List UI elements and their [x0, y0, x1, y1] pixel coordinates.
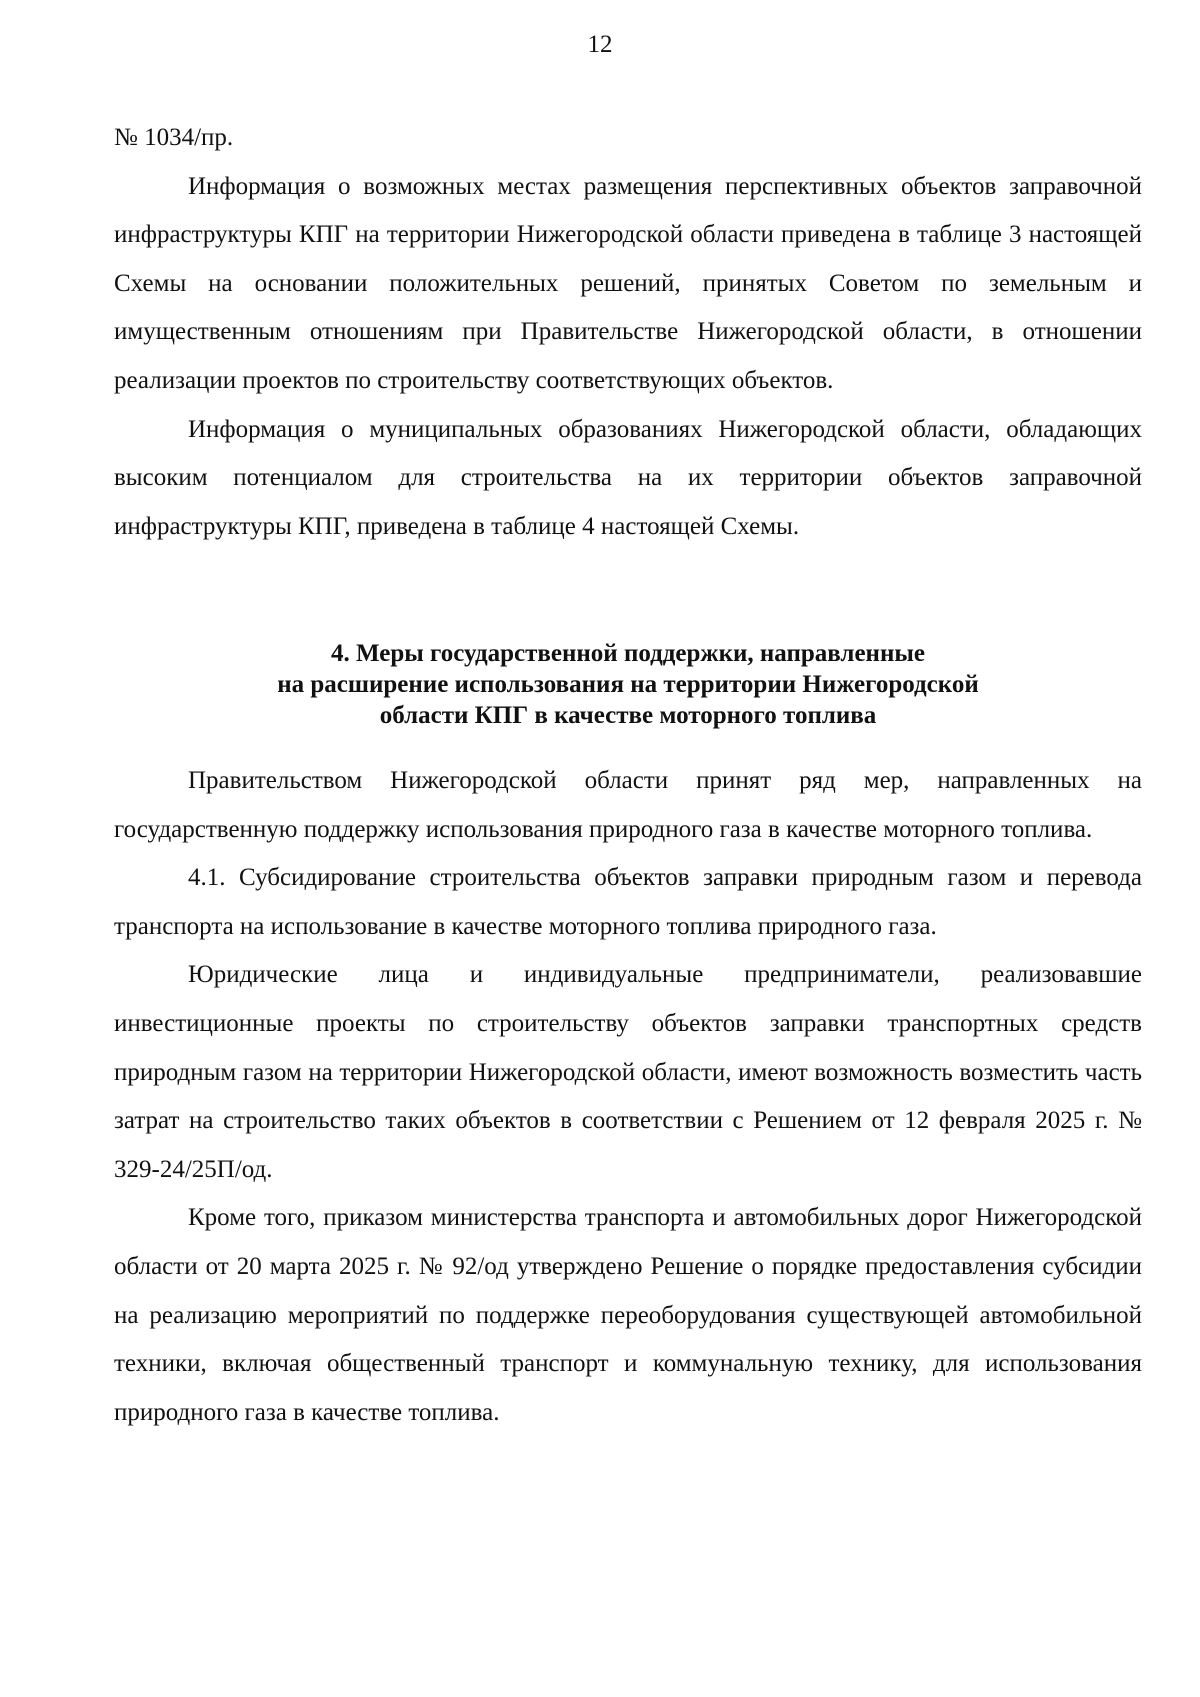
section-heading-line: на расширение использования на территории Нижегородской: [277, 671, 979, 698]
paragraph-ministry-order: Кроме того, приказом министерства транспорта и автомобильных дорог Нижегородской области от 20 марта 2025 г. № 92/од утверждено Решение о порядке предоставления субсидии на реализацию мероприятий по поддержке переоборудования существующей автомобильной техники, включая общественный транспорт и коммунальную технику, для использования природного газа в качестве топлива.: [114, 1204, 1142, 1426]
paragraph-subsection-4-1: 4.1. Субсидирование строительства объектов заправки природным газом и перевода транспорта на использование в качестве моторного топлива природного газа.: [114, 864, 1142, 940]
page-number: 12: [587, 31, 613, 58]
paragraph-legal-entities: Юридические лица и индивидуальные предприниматели, реализовавшие инвестиционные проекты по строительству объектов заправки транспортных средств природным газом на территории Нижегородской области, имеют возможность возместить часть затрат на строительство таких объектов в соответствии с Решением от 12 февраля 2025 г. № 329-24/25П/од.: [114, 961, 1142, 1183]
paragraph-municipal-info: Информация о муниципальных образованиях Нижегородской области, обладающих высоким потенциалом для строительства на их территории объектов заправочной инфраструктуры КПГ, приведена в таблице 4 настоящей Схемы.: [114, 415, 1142, 540]
body-text-bottom: [114, 757, 1142, 1437]
paragraph-placement-info: Информация о возможных местах размещения перспективных объектов заправочной инфраструктуры КПГ на территории Нижегородской области приведена в таблице 3 настоящей Схемы на основании положительных решений, принятых Советом по земельным и имущественным отношениям при Правительстве Нижегородской области, в отношении реализации проектов по строительству соответствующих объектов.: [114, 172, 1142, 394]
section-heading: [114, 638, 1142, 731]
paragraph-government-measures: Правительством Нижегородской области принят ряд мер, направленных на государственную поддержку использования природного газа в качестве моторного топлива.: [114, 767, 1142, 843]
section-heading-line: 4. Меры государственной поддержки, направленные: [331, 640, 925, 667]
body-text-top: [114, 114, 1142, 551]
paragraph-reference-continuation: № 1034/пр.: [114, 124, 234, 151]
section-heading-line: области КПГ в качестве моторного топлива: [379, 702, 877, 729]
